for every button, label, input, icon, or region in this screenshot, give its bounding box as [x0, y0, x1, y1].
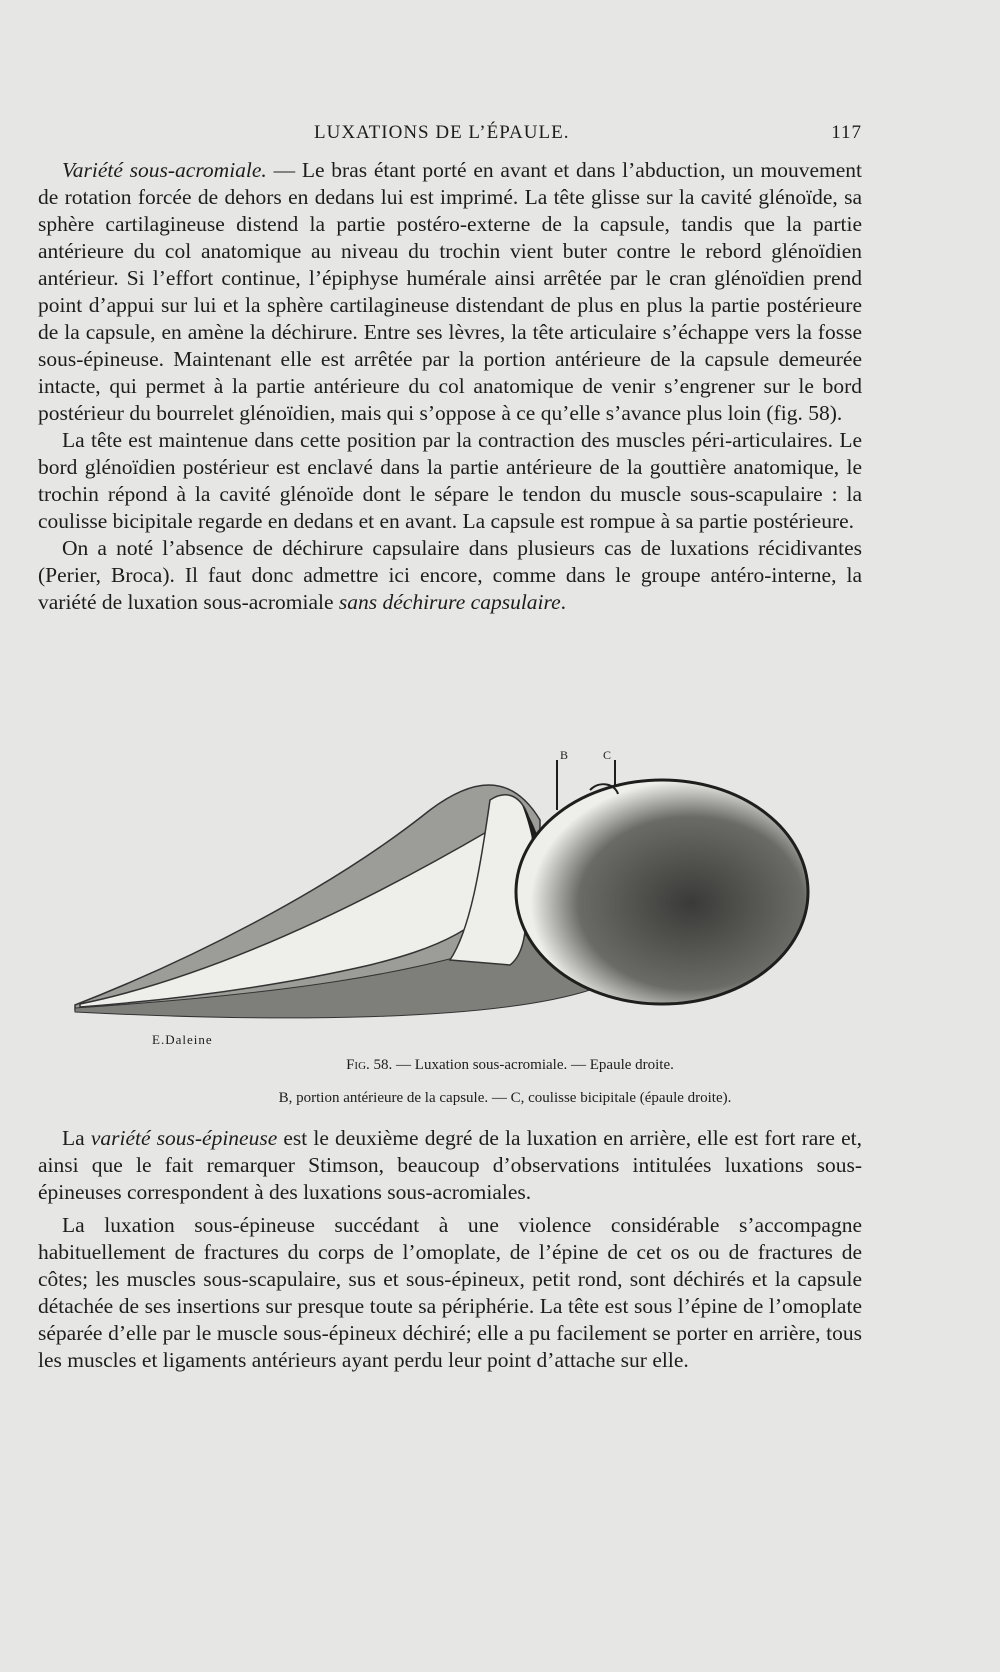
text-block-bottom: [38, 1125, 862, 1374]
artist-signature: E.Daleine: [152, 1032, 213, 1047]
paragraph-body: On a noté l’absence de déchirure capsulaire dans plusieurs cas de luxations récidivantes (Perier, Broca). Il faut donc admettre ici encore, comme dans le groupe antéro-interne, la variété de luxation sous-acromiale: [38, 536, 862, 614]
figure-legend: B, portion antérieure de la capsule. — C, coulisse bicipitale (épaule droite).: [278, 1090, 732, 1106]
figure-number: Fig. 58.: [346, 1057, 393, 1073]
label-b: B: [560, 748, 569, 762]
paragraph-body: est le deuxième degré de la luxation en arrière, elle est fort rare et, ainsi que le fait remarquer Stimson, beaucoup d’observations intitulées luxations sous-épineuses correspondent à des luxations sous-acromiales.: [38, 1126, 862, 1204]
paragraph-capsule: [38, 535, 862, 616]
running-title: LUXATIONS DE L’ÉPAULE.: [314, 122, 570, 143]
paragraph-sous-epineuse: [38, 1125, 862, 1206]
figure-caption-text: — Luxation sous-acromiale. — Epaule droite.: [392, 1057, 674, 1073]
figure-58: [70, 748, 830, 1050]
label-c: C: [603, 748, 612, 762]
paragraph-position: La tête est maintenue dans cette position par la contraction des muscles péri-articulaires. Le bord glénoïdien postérieur est enclavé dans la partie antérieure de la gouttière anatomique, le trochin répond à la cavité glénoïde dont le sépare le tendon du muscle sous-scapulaire : la coulisse bicipitale regarde en dedans et en avant. La capsule est rompue à sa partie postérieure.: [38, 428, 862, 533]
page-number: 117: [831, 122, 862, 143]
text-block-top: [38, 157, 862, 616]
paragraph-start: La: [62, 1126, 91, 1150]
paragraph-italic: variété sous-épineuse: [90, 1126, 278, 1150]
figure-caption: [0, 1057, 1000, 1074]
paragraph-end: .: [560, 590, 567, 614]
paragraph-lead: Variété sous-acromiale.: [62, 158, 267, 182]
figure-illustration: [70, 760, 830, 1050]
paragraph-fractures: La luxation sous-épineuse succédant à une violence considérable s’accompagne habituellement de fractures du corps de l’omoplate, de l’épine de cet os ou de fractures de côtes; les muscles sous-scapulaire, sus et sous-épineux, petit rond, sont déchirés et la capsule détachée de ses insertions sur presque toute sa périphérie. La tête est sous l’épine de l’omoplate séparée d’elle par le muscle sous-épineux déchiré; elle a pu facilement se porter en arrière, tous les muscles et ligaments antérieurs ayant perdu leur point d’attache sur elle.: [38, 1213, 862, 1372]
paragraph-body: — Le bras étant porté en avant et dans l’abduction, un mouvement de rotation forcée de dehors en dedans lui est imprimé. La tête glisse sur la cavité glénoïde, sa sphère cartilagineuse distend la partie postéro-externe de la capsule, tandis que la partie antérieure du col anatomique au niveau du trochin vient buter contre le rebord glénoïdien antérieur. Si l’effort continue, l’épiphyse humérale ainsi arrêtée par le cran glénoïdien prend point d’appui sur lui et la sphère cartilagineuse distendant de plus en plus la partie postérieure de la capsule, en amène la déchirure. Entre ses lèvres, la tête articulaire s’échappe vers la fosse sous-épineuse. Maintenant elle est arrêtée par la portion antérieure de la capsule demeurée intacte, qui permet à la partie antérieure du col anatomique de venir s’engrener sur le bord postérieur du bourrelet glénoïdien, mais qui s’oppose à ce qu’elle s’avance plus loin (fig. 58).: [38, 158, 862, 425]
paragraph-sous-acromiale: [38, 157, 862, 427]
paragraph-italic: sans déchirure capsulaire: [338, 590, 561, 614]
